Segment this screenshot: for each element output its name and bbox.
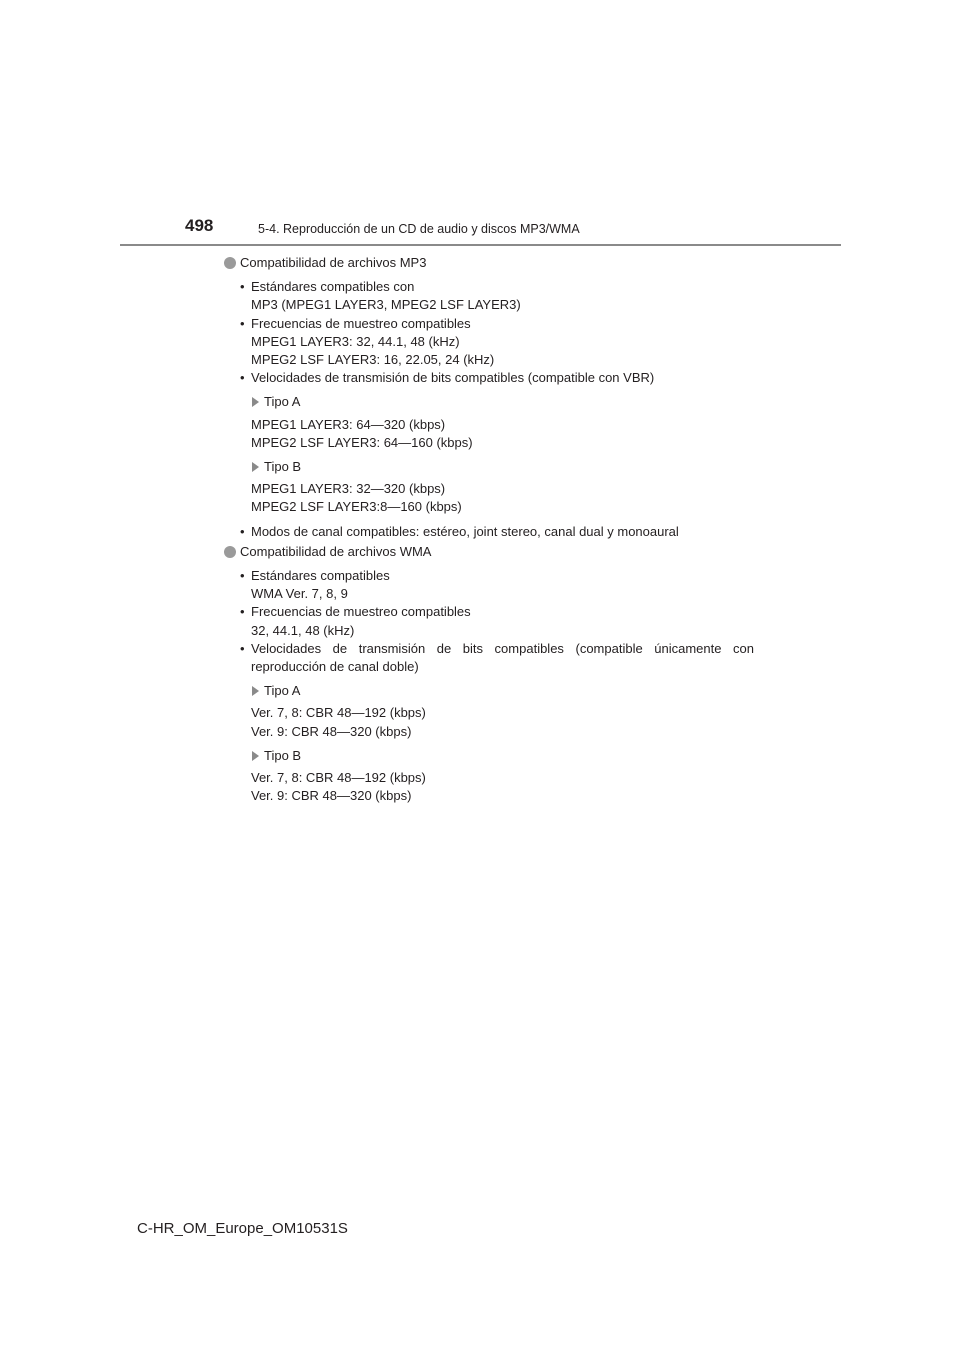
triangle-right-icon [252, 686, 259, 696]
mp3-freq-label: Frecuencias de muestreo compatibles [251, 315, 471, 331]
mp3-tipo-a-values [224, 416, 754, 452]
mp3-standards-label: Estándares compatibles con [251, 279, 415, 295]
triangle-right-icon [252, 462, 259, 472]
bitrate-line: MPEG1 LAYER3: 64—320 (kbps) [251, 416, 446, 432]
triangle-right-icon [252, 751, 259, 761]
list-item [240, 369, 754, 387]
list-item [240, 278, 754, 314]
bitrate-line: MPEG1 LAYER3: 32—320 (kbps) [251, 481, 446, 497]
mp3-details [224, 278, 754, 387]
list-item [240, 523, 754, 541]
bitrate-line: Ver. 9: CBR 48—320 (kbps) [251, 788, 412, 804]
mp3-tipo-a [224, 393, 754, 411]
wma-freq-label: Frecuencias de muestreo compatibles [251, 604, 471, 620]
mp3-channel [224, 523, 754, 541]
list-item [240, 315, 754, 370]
bitrate-line: MPEG2 LSF LAYER3: 64—160 (kbps) [251, 434, 473, 450]
bitrate-line: Ver. 7, 8: CBR 48—192 (kbps) [251, 705, 426, 721]
wma-heading-text: Compatibilidad de archivos WMA [240, 543, 432, 559]
wma-standards-label: Estándares compatibles [251, 568, 390, 584]
page-number: 498 [185, 216, 214, 235]
mp3-freq-line: MPEG2 LSF LAYER3: 16, 22.05, 24 (kHz) [251, 352, 495, 368]
wma-heading [224, 543, 754, 561]
bitrate-line: Ver. 9: CBR 48—320 (kbps) [251, 723, 412, 739]
list-item [240, 567, 754, 603]
tipo-label: Tipo A [264, 394, 301, 410]
wma-tipo-b-values [224, 769, 754, 805]
header-rule [120, 244, 841, 246]
list-item [240, 603, 754, 639]
mp3-freq-line: MPEG1 LAYER3: 32, 44.1, 48 (kHz) [251, 333, 460, 349]
mp3-heading [224, 254, 754, 272]
tipo-label: Tipo B [264, 747, 302, 763]
mp3-bitrate-label: Velocidades de transmisión de bits compatibles (compatible con VBR) [251, 370, 655, 386]
wma-standards-value: WMA Ver. 7, 8, 9 [251, 586, 348, 602]
bitrate-line: MPEG2 LSF LAYER3:8—160 (kbps) [251, 499, 462, 515]
document-code: C-HR_OM_Europe_OM10531S [137, 1220, 348, 1237]
wma-freq-value: 32, 44.1, 48 (kHz) [251, 622, 355, 638]
bullet-dot-icon: • [240, 279, 245, 295]
bullet-circle-icon [224, 257, 236, 269]
mp3-heading-text: Compatibilidad de archivos MP3 [240, 255, 427, 270]
wma-tipo-b [224, 747, 754, 765]
mp3-channel-modes: Modos de canal compatibles: estéreo, joint stereo, canal dual y monoaural [251, 523, 679, 539]
tipo-label: Tipo A [264, 683, 301, 699]
bullet-dot-icon: • [240, 315, 245, 331]
mp3-tipo-b-values [224, 480, 754, 516]
mp3-tipo-b [224, 458, 754, 476]
bitrate-line: Ver. 7, 8: CBR 48—192 (kbps) [251, 770, 426, 786]
bullet-dot-icon: • [240, 604, 245, 620]
wma-tipo-a [224, 682, 754, 700]
bullet-dot-icon: • [240, 370, 245, 386]
bullet-dot-icon: • [240, 568, 245, 584]
wma-details [224, 567, 754, 676]
bullet-circle-icon [224, 546, 236, 558]
bullet-dot-icon: • [240, 640, 245, 656]
mp3-standards-value: MP3 (MPEG1 LAYER3, MPEG2 LSF LAYER3) [251, 297, 521, 313]
section-title: 5-4. Reproducción de un CD de audio y discos MP3/WMA [258, 222, 580, 236]
tipo-label: Tipo B [264, 459, 302, 475]
bullet-dot-icon: • [240, 523, 245, 539]
content [224, 254, 754, 809]
list-item [240, 640, 754, 676]
triangle-right-icon [252, 397, 259, 407]
wma-bitrate-label: Velocidades de transmisión de bits compatibles (compatible únicamente con reproducción de canal doble) [251, 640, 754, 675]
wma-tipo-a-values [224, 704, 754, 740]
